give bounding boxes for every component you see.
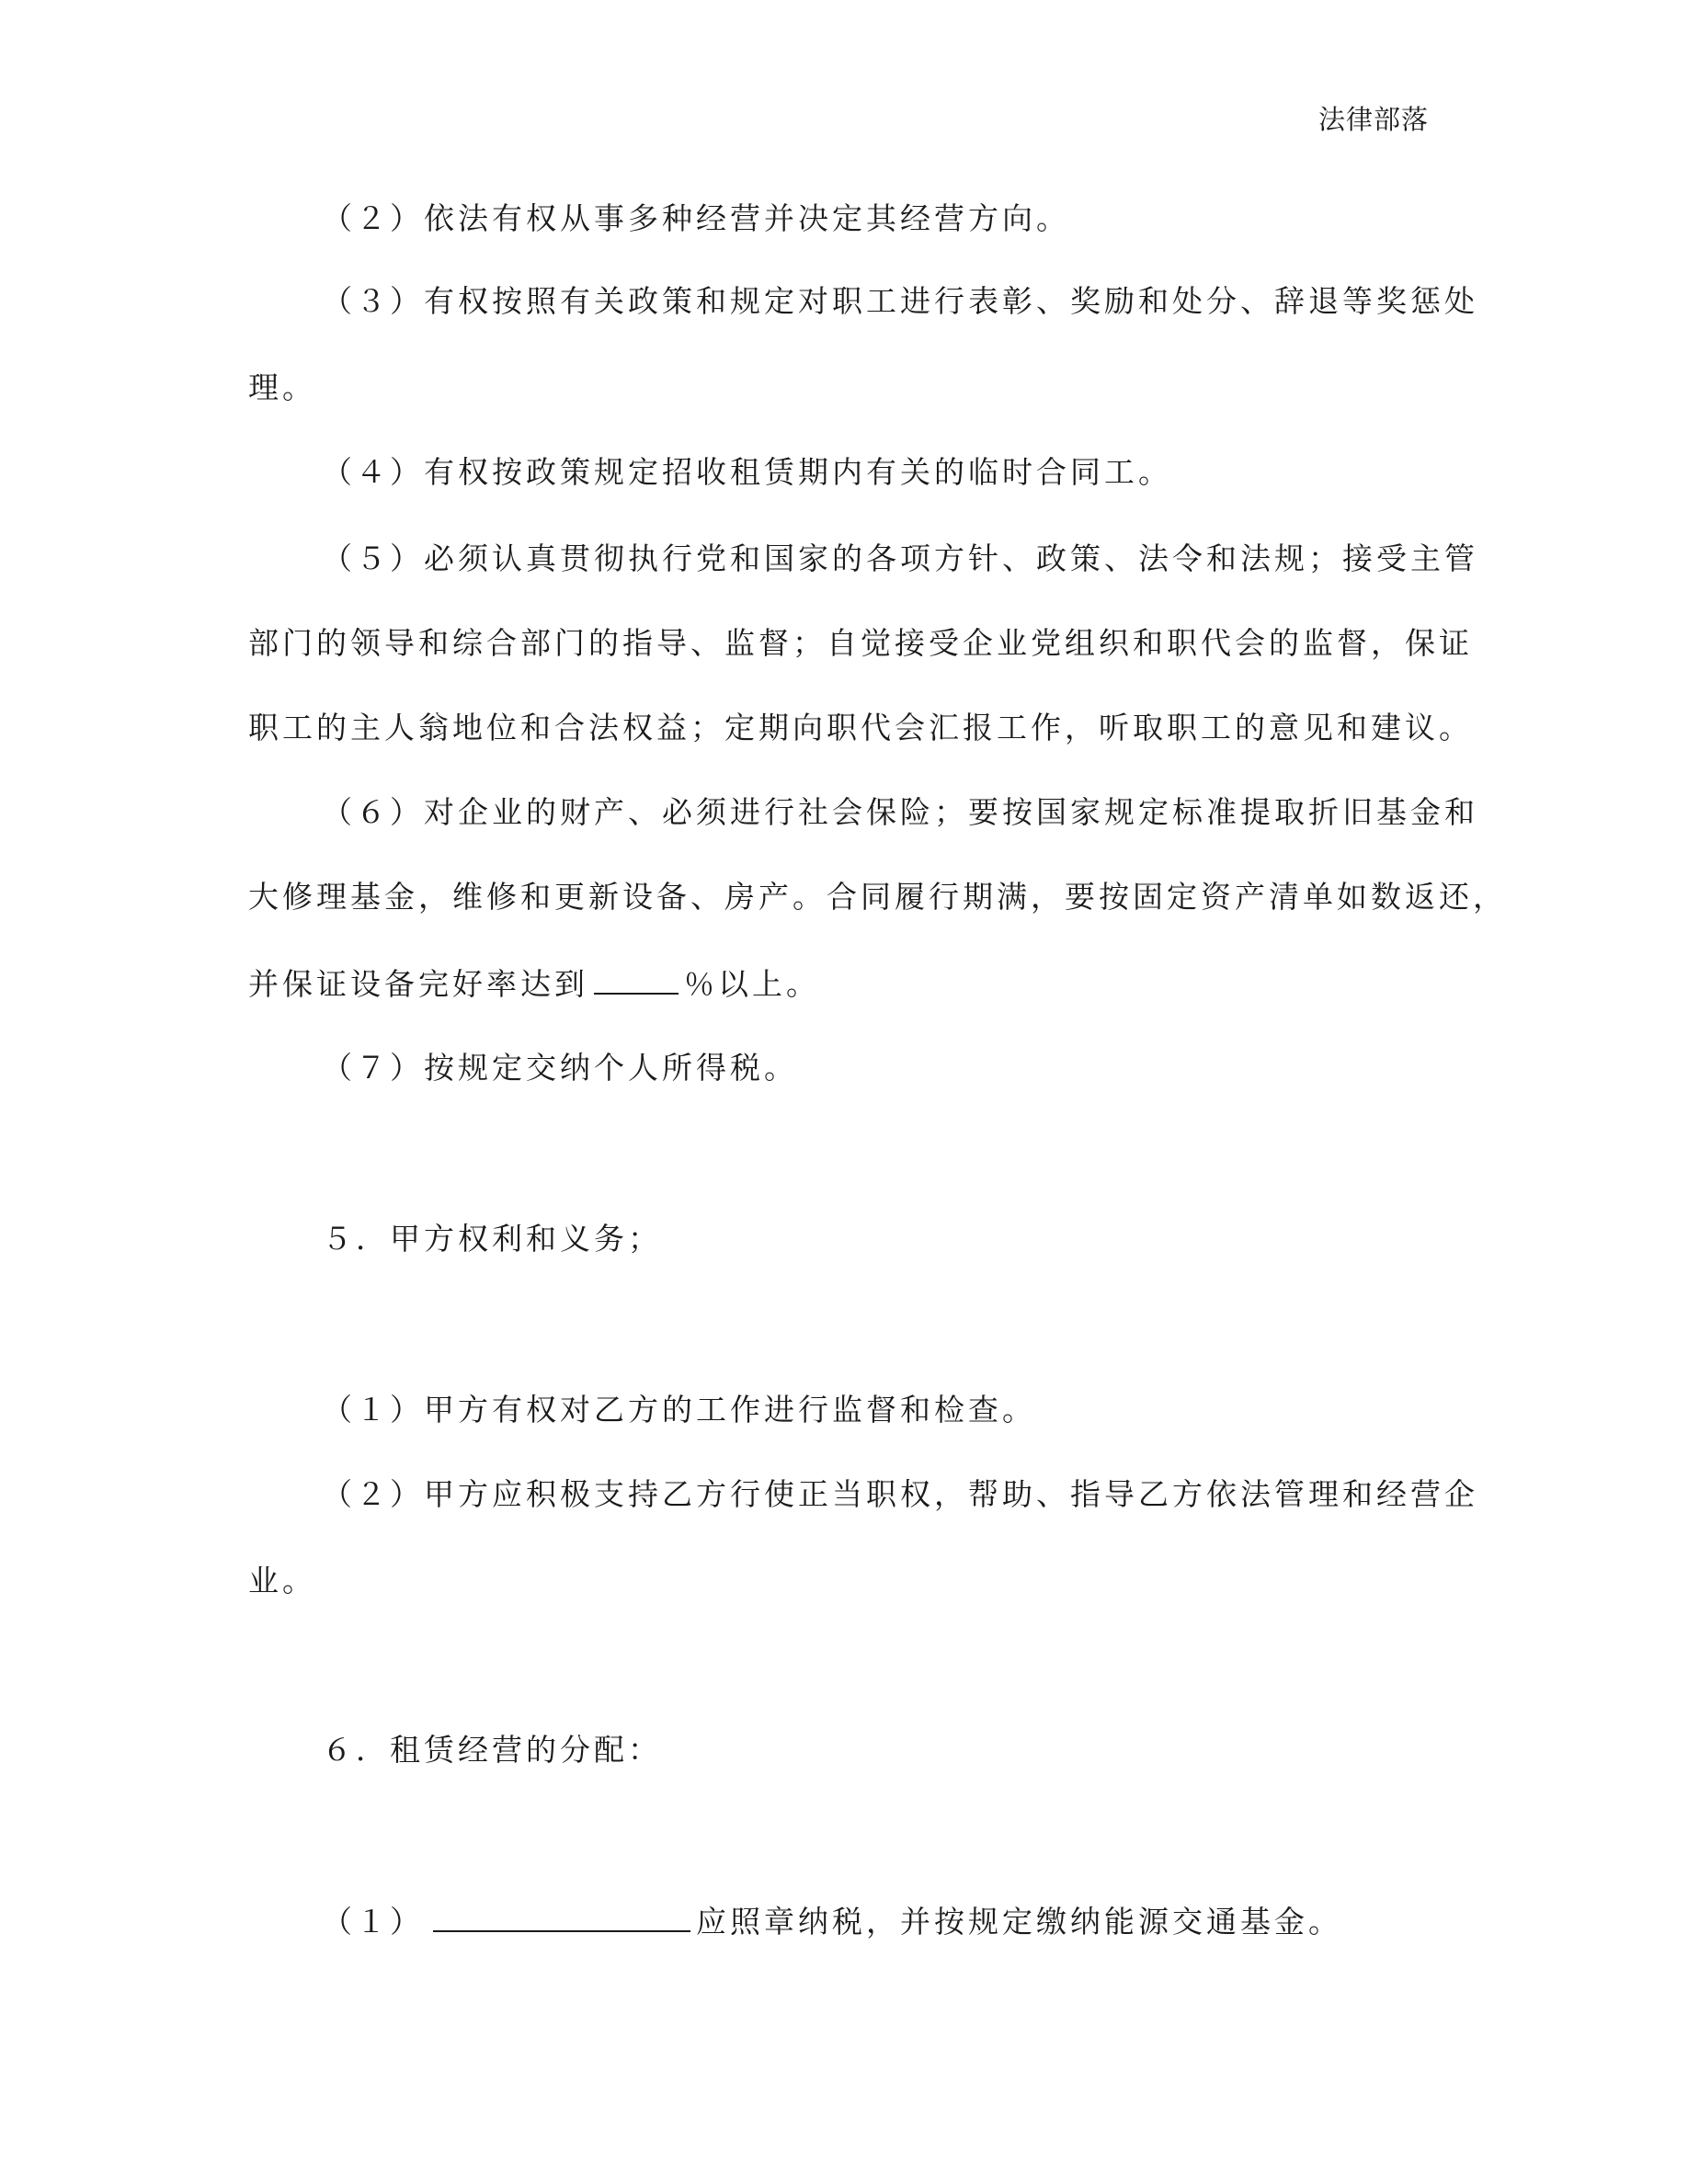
party-a-clause-1-line: （１）甲方有权对乙方的工作进行监督和检查。 <box>322 1392 1036 1428</box>
clause-6-text-after-blank: ％以上。 <box>684 966 820 1002</box>
clause-6-line-2: 大修理基金，维修和更新设备、房产。合同履行期满，要按固定资产清单如数返还， <box>248 879 1507 915</box>
clause-3-line-2: 理。 <box>248 370 316 405</box>
clause-6-line-1: （６）对企业的财产、必须进行社会保险；要按国家规定标准提取折旧基金和 <box>322 794 1478 830</box>
clause-6-line-3 <box>248 965 820 1003</box>
distribution-clause-1-number: （１） <box>322 1904 424 1939</box>
distribution-clause-1-line <box>322 1903 1342 1940</box>
clause-5-line-2: 部门的领导和综合部门的指导、监督；自觉接受企业党组织和职代会的监督，保证 <box>248 625 1473 661</box>
clause-5-line-1: （５）必须认真贯彻执行党和国家的各项方针、政策、法令和法规；接受主管 <box>322 540 1478 576</box>
clause-4-line: （４）有权按政策规定招收租赁期内有关的临时合同工。 <box>322 454 1172 490</box>
party-a-clause-2-line-1: （２）甲方应积极支持乙方行使正当职权，帮助、指导乙方依法管理和经营企 <box>322 1476 1478 1512</box>
clause-3-line-1: （３）有权按照有关政策和规定对职工进行表彰、奖励和处分、辞退等奖惩处 <box>322 283 1478 319</box>
percentage-blank-field[interactable] <box>594 965 679 995</box>
distribution-clause-1-text: 应照章纳税，并按规定缴纳能源交通基金。 <box>696 1904 1342 1939</box>
page-header-title: 法律部落 <box>1317 104 1429 135</box>
clause-6-text-before-blank: 并保证设备完好率达到 <box>248 966 588 1002</box>
clause-5-line-3: 职工的主人翁地位和合法权益；定期向职代会汇报工作，听取职工的意见和建议。 <box>248 710 1473 745</box>
section-5-heading: ５．甲方权利和义务； <box>322 1221 662 1257</box>
party-a-clause-2-line-2: 业。 <box>248 1563 316 1598</box>
clause-7-line: （７）按规定交纳个人所得税。 <box>322 1050 798 1086</box>
section-6-heading: ６．租赁经营的分配： <box>322 1732 662 1768</box>
clause-2-line: （２）依法有权从事多种经营并决定其经营方向。 <box>322 200 1070 236</box>
payer-blank-field[interactable] <box>433 1903 690 1932</box>
